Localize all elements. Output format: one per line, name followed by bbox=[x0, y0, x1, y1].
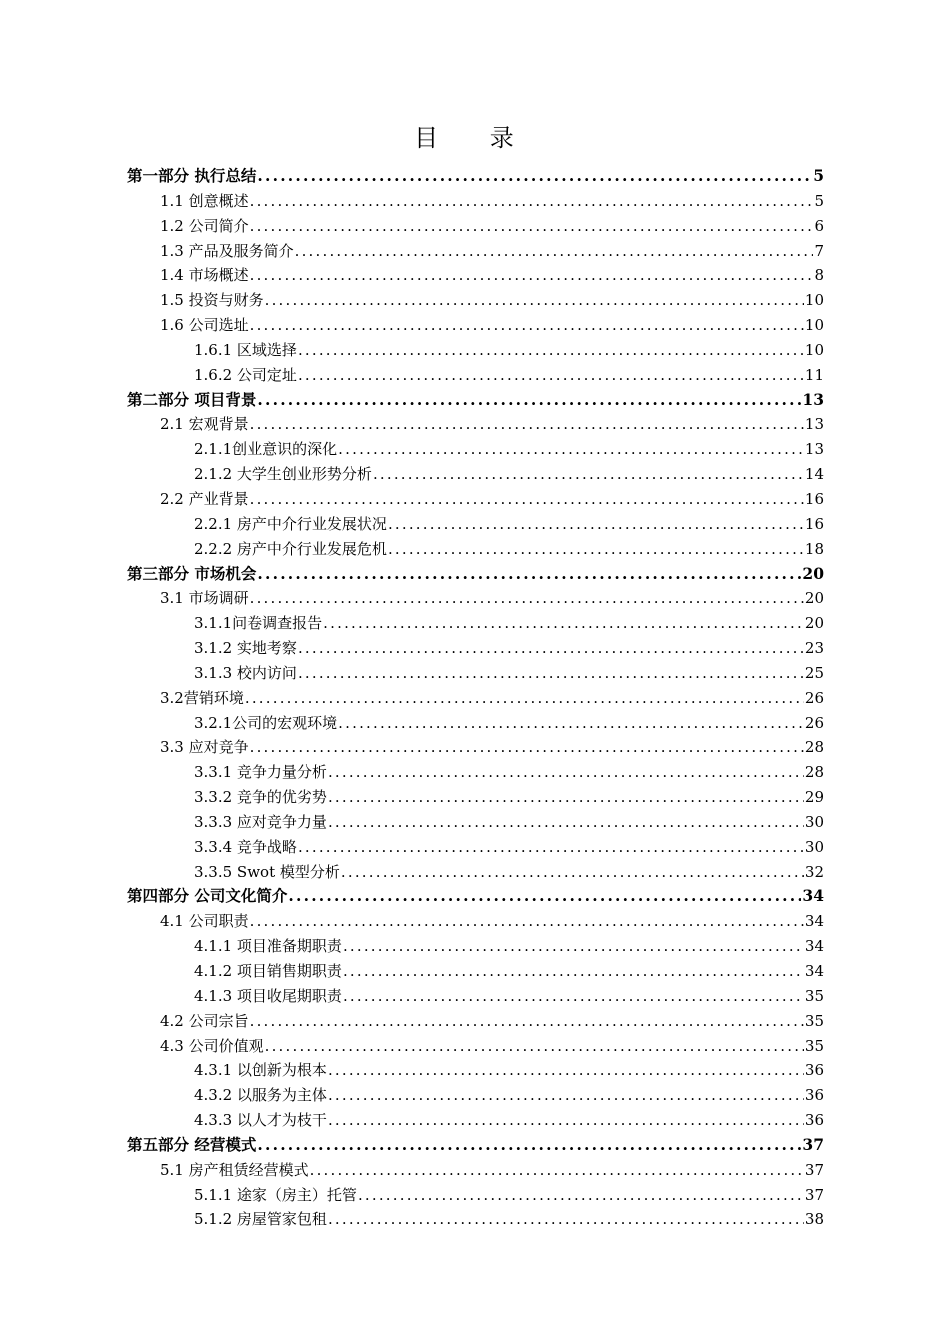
toc-entry-label: 第二部分 项目背景 bbox=[127, 389, 257, 409]
toc-entry-label: 3.1.2 实地考察 bbox=[194, 639, 297, 658]
toc-page-number: 36 bbox=[804, 1061, 824, 1080]
toc-page-number: 20 bbox=[802, 563, 824, 583]
toc-dot-leader bbox=[328, 810, 804, 835]
toc-entry-label: 1.2 公司简介 bbox=[160, 216, 249, 235]
toc-page-number: 6 bbox=[814, 216, 824, 235]
toc-dot-leader bbox=[328, 785, 804, 810]
toc-dot-leader bbox=[250, 487, 804, 512]
toc-dot-leader bbox=[298, 338, 804, 363]
toc-subsection-entry[interactable] bbox=[127, 984, 824, 1009]
toc-page-number: 13 bbox=[802, 389, 824, 409]
toc-page-number: 29 bbox=[804, 788, 824, 807]
toc-part-entry[interactable] bbox=[127, 562, 824, 587]
toc-section-entry[interactable] bbox=[127, 1009, 824, 1034]
toc-dot-leader bbox=[288, 884, 801, 909]
toc-section-entry[interactable] bbox=[127, 1034, 824, 1059]
toc-section-entry[interactable] bbox=[127, 586, 824, 611]
toc-part-entry[interactable] bbox=[127, 388, 824, 413]
toc-page-number: 32 bbox=[804, 862, 824, 881]
toc-subsection-entry[interactable] bbox=[127, 1108, 824, 1133]
toc-page-number: 10 bbox=[804, 291, 824, 310]
toc-subsection-entry[interactable] bbox=[127, 711, 824, 736]
toc-dot-leader bbox=[328, 1108, 804, 1133]
toc-section-entry[interactable] bbox=[127, 735, 824, 760]
toc-subsection-entry[interactable] bbox=[127, 363, 824, 388]
toc-dot-leader bbox=[298, 636, 804, 661]
toc-page-number: 7 bbox=[814, 241, 824, 260]
toc-entry-label: 3.2.1公司的宏观环境 bbox=[194, 713, 338, 732]
toc-dot-leader bbox=[373, 462, 804, 487]
toc-page-number: 18 bbox=[804, 539, 824, 558]
toc-section-entry[interactable] bbox=[127, 487, 824, 512]
toc-entry-label: 1.1 创意概述 bbox=[160, 191, 249, 210]
toc-entry-label: 2.1.1创业意识的深化 bbox=[194, 440, 338, 459]
toc-dot-leader bbox=[298, 835, 804, 860]
toc-dot-leader bbox=[323, 611, 804, 636]
toc-dot-leader bbox=[265, 1034, 804, 1059]
toc-entry-label: 4.1.2 项目销售期职责 bbox=[194, 962, 342, 980]
toc-dot-leader bbox=[295, 239, 814, 264]
toc-page-number: 28 bbox=[804, 738, 824, 757]
toc-page-number: 37 bbox=[802, 1134, 824, 1154]
toc-entry-label: 4.1.3 项目收尾期职责 bbox=[194, 986, 342, 1005]
toc-dot-leader bbox=[245, 686, 804, 711]
toc-dot-leader bbox=[388, 512, 804, 537]
toc-page-number: 23 bbox=[804, 639, 824, 658]
toc-dot-leader bbox=[250, 313, 804, 338]
toc-entry-label: 4.3.3 以人才为枝干 bbox=[194, 1111, 327, 1130]
toc-dot-leader bbox=[298, 661, 804, 686]
toc-page-number: 10 bbox=[804, 340, 824, 359]
toc-entry-label: 1.6 公司选址 bbox=[160, 316, 249, 335]
toc-page-number: 36 bbox=[804, 1111, 824, 1130]
toc-entry-label: 5.1 房产租赁经营模式 bbox=[160, 1160, 309, 1179]
toc-page-number: 14 bbox=[804, 465, 824, 484]
toc-section-entry[interactable] bbox=[127, 412, 824, 437]
toc-section-entry[interactable] bbox=[127, 686, 824, 711]
toc-dot-leader bbox=[250, 263, 814, 288]
toc-dot-leader bbox=[310, 1158, 804, 1183]
toc-entry-label: 第五部分 经营模式 bbox=[127, 1134, 257, 1154]
toc-dot-leader bbox=[257, 562, 801, 587]
toc-subsection-entry[interactable] bbox=[127, 1058, 824, 1083]
toc-entry-label: 3.3.2 竞争的优劣势 bbox=[194, 788, 327, 807]
toc-entry-label: 3.3.1 竞争力量分析 bbox=[194, 763, 327, 782]
toc-page-number: 13 bbox=[804, 415, 824, 434]
toc-entry-label: 3.2营销环境 bbox=[160, 688, 244, 707]
toc-dot-leader bbox=[257, 164, 812, 189]
toc-dot-leader bbox=[343, 984, 804, 1009]
toc-entry-label: 1.4 市场概述 bbox=[160, 266, 249, 285]
toc-subsection-entry[interactable] bbox=[127, 934, 824, 959]
toc-entry-label: 第一部分 执行总结 bbox=[127, 166, 257, 185]
toc-entry-label: 4.3.2 以服务为主体 bbox=[194, 1086, 327, 1105]
toc-dot-leader bbox=[257, 1133, 801, 1158]
toc-dot-leader bbox=[341, 860, 804, 885]
toc-entry-label: 2.1.2 大学生创业形势分析 bbox=[194, 465, 372, 484]
toc-page-number: 10 bbox=[804, 316, 824, 335]
toc-entry-label: 第四部分 公司文化简介 bbox=[127, 886, 288, 906]
toc-entry-label: 3.3.5 Swot 模型分析 bbox=[194, 862, 340, 881]
toc-dot-leader bbox=[265, 288, 804, 313]
toc-entry-label: 2.2 产业背景 bbox=[160, 489, 249, 508]
toc-subsection-entry[interactable] bbox=[127, 760, 824, 785]
toc-subsection-entry[interactable] bbox=[127, 835, 824, 860]
toc-entry-label: 3.3.4 竞争战略 bbox=[194, 837, 297, 856]
toc-dot-leader bbox=[328, 1083, 804, 1108]
toc-entry-label: 1.3 产品及服务简介 bbox=[160, 241, 294, 260]
toc-dot-leader bbox=[250, 1009, 804, 1034]
toc-part-entry[interactable] bbox=[127, 1133, 824, 1158]
toc-dot-leader bbox=[250, 586, 804, 611]
toc-subsection-entry[interactable] bbox=[127, 512, 824, 537]
toc-page-number: 34 bbox=[804, 962, 824, 980]
toc-entry-label: 5.1.2 房屋管家包租 bbox=[194, 1210, 327, 1229]
toc-part-entry[interactable] bbox=[127, 164, 824, 189]
toc-page-number: 20 bbox=[804, 614, 824, 633]
toc-subsection-entry[interactable] bbox=[127, 860, 824, 885]
toc-dot-leader bbox=[250, 214, 814, 239]
toc-dot-leader bbox=[328, 1058, 804, 1083]
toc-page-number: 35 bbox=[804, 1036, 824, 1055]
toc-entry-label: 4.3 公司价值观 bbox=[160, 1036, 264, 1055]
toc-dot-leader bbox=[250, 735, 804, 760]
toc-dot-leader bbox=[250, 412, 804, 437]
toc-entry-label: 3.3 应对竞争 bbox=[160, 738, 249, 757]
toc-section-entry[interactable] bbox=[127, 239, 824, 264]
toc-subsection-entry[interactable] bbox=[127, 537, 824, 562]
toc-dot-leader bbox=[328, 760, 804, 785]
toc-section-entry[interactable] bbox=[127, 214, 824, 239]
toc-dot-leader bbox=[343, 959, 804, 984]
toc-entry-label: 5.1.1 途家（房主）托管 bbox=[194, 1185, 357, 1204]
toc-subsection-entry[interactable] bbox=[127, 437, 824, 462]
toc-subsection-entry[interactable] bbox=[127, 785, 824, 810]
toc-dot-leader bbox=[250, 189, 814, 214]
toc-entry-label: 1.6.2 公司定址 bbox=[194, 365, 297, 384]
toc-page-number: 26 bbox=[804, 688, 824, 707]
toc-page-number: 35 bbox=[804, 986, 824, 1005]
toc-page-number: 34 bbox=[802, 886, 824, 906]
toc-page-number: 38 bbox=[804, 1210, 824, 1229]
toc-dot-leader bbox=[250, 909, 804, 934]
table-of-contents bbox=[127, 164, 824, 1232]
toc-section-entry[interactable] bbox=[127, 263, 824, 288]
toc-section-entry[interactable] bbox=[127, 1158, 824, 1183]
toc-subsection-entry[interactable] bbox=[127, 1207, 824, 1232]
toc-dot-leader bbox=[338, 711, 804, 736]
toc-section-entry[interactable] bbox=[127, 313, 824, 338]
toc-section-entry[interactable] bbox=[127, 288, 824, 313]
toc-page-number: 11 bbox=[804, 365, 824, 384]
toc-page-number: 28 bbox=[804, 763, 824, 782]
toc-page-number: 8 bbox=[814, 266, 824, 285]
toc-page-number: 30 bbox=[804, 837, 824, 856]
toc-subsection-entry[interactable] bbox=[127, 959, 824, 984]
toc-entry-label: 2.2.1 房产中介行业发展状况 bbox=[194, 514, 387, 533]
toc-page-number: 34 bbox=[804, 937, 824, 956]
toc-subsection-entry[interactable] bbox=[127, 611, 824, 636]
toc-page-number: 5 bbox=[814, 191, 824, 210]
toc-entry-label: 2.1 宏观背景 bbox=[160, 415, 249, 434]
toc-subsection-entry[interactable] bbox=[127, 462, 824, 487]
toc-part-entry[interactable] bbox=[127, 884, 824, 909]
toc-page-number: 16 bbox=[804, 489, 824, 508]
toc-page-number: 30 bbox=[804, 812, 824, 831]
toc-dot-leader bbox=[257, 388, 801, 413]
toc-entry-label: 1.6.1 区域选择 bbox=[194, 340, 297, 359]
toc-page-number: 13 bbox=[804, 440, 824, 459]
toc-page-number: 37 bbox=[804, 1185, 824, 1204]
toc-entry-label: 第三部分 市场机会 bbox=[127, 563, 257, 583]
toc-dot-leader bbox=[343, 934, 804, 959]
toc-entry-label: 4.2 公司宗旨 bbox=[160, 1011, 249, 1030]
toc-entry-label: 4.1 公司职责 bbox=[160, 912, 249, 931]
toc-entry-label: 3.3.3 应对竞争力量 bbox=[194, 812, 327, 831]
toc-page-number: 20 bbox=[804, 589, 824, 608]
toc-page-number: 16 bbox=[804, 514, 824, 533]
toc-subsection-entry[interactable] bbox=[127, 1183, 824, 1208]
toc-page-number: 35 bbox=[804, 1011, 824, 1030]
toc-dot-leader bbox=[358, 1183, 804, 1208]
toc-dot-leader bbox=[328, 1207, 804, 1232]
toc-subsection-entry[interactable] bbox=[127, 338, 824, 363]
toc-dot-leader bbox=[338, 437, 804, 462]
toc-page-number: 25 bbox=[804, 663, 824, 682]
toc-entry-label: 3.1.1问卷调查报告 bbox=[194, 614, 323, 633]
toc-subsection-entry[interactable] bbox=[127, 636, 824, 661]
toc-entry-label: 1.5 投资与财务 bbox=[160, 291, 264, 310]
toc-entry-label: 2.2.2 房产中介行业发展危机 bbox=[194, 539, 387, 558]
toc-entry-label: 3.1 市场调研 bbox=[160, 589, 249, 608]
toc-entry-label: 3.1.3 校内访问 bbox=[194, 663, 297, 682]
toc-section-entry[interactable] bbox=[127, 189, 824, 214]
toc-section-entry[interactable] bbox=[127, 909, 824, 934]
toc-page-number: 36 bbox=[804, 1086, 824, 1105]
toc-page-number: 5 bbox=[813, 166, 824, 185]
toc-page-number: 37 bbox=[804, 1160, 824, 1179]
toc-dot-leader bbox=[298, 363, 804, 388]
toc-entry-label: 4.3.1 以创新为根本 bbox=[194, 1061, 327, 1080]
toc-page-number: 34 bbox=[804, 912, 824, 931]
toc-entry-label: 4.1.1 项目准备期职责 bbox=[194, 937, 342, 956]
toc-dot-leader bbox=[388, 537, 804, 562]
toc-subsection-entry[interactable] bbox=[127, 661, 824, 686]
toc-title: 目 录 bbox=[414, 124, 536, 152]
toc-page-number: 26 bbox=[804, 713, 824, 732]
toc-subsection-entry[interactable] bbox=[127, 1083, 824, 1108]
toc-subsection-entry[interactable] bbox=[127, 810, 824, 835]
